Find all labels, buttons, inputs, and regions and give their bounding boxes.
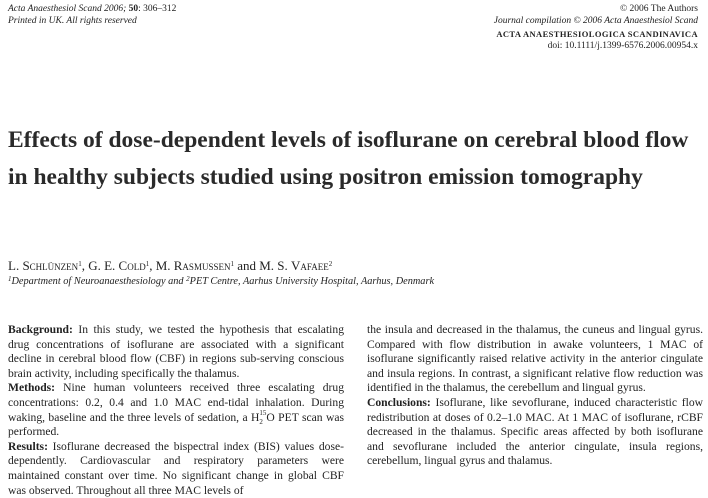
author-name xyxy=(259,258,332,273)
results-text: Isoflurane decreased the bispectral index (BIS) values dose-dependently. Cardiovascular and respiratory parameters were maintained constant over time. No significant change in global CBF was observed. Throughout all three MAC levels of xyxy=(8,439,344,497)
methods-label: Methods: xyxy=(8,381,56,395)
citation-pages: : 306–312 xyxy=(138,4,177,14)
water-isotope-notation xyxy=(259,408,267,426)
doi-line: doi: 10.1111/j.1399-6576.2006.00954.x xyxy=(547,41,698,51)
affiliation-dept-1: Department of Neuroanaesthesiology and xyxy=(11,276,187,287)
methods-text: Nine human volunteers received three escalating drug concentrations: 0.2, 0.4 and 1.0 MAC end-tidal inhalation. During waking, baseline and the three levels of sedation, a H xyxy=(8,381,344,424)
background-label: Background: xyxy=(8,323,73,336)
author-separator: , xyxy=(81,258,89,273)
isotope-subscript: 2 xyxy=(259,417,263,426)
author-initials: M. S. xyxy=(259,258,292,273)
isotope-superscript: 15 xyxy=(259,408,267,417)
abstract-background xyxy=(8,323,344,381)
running-header-left xyxy=(8,3,176,27)
article-title: Effects of dose-dependent levels of isoflurane on cerebral blood flow in healthy subjects studied using positron emission tomography xyxy=(8,127,689,190)
copyright-line: © 2006 The Authors xyxy=(619,4,698,14)
abstract-methods xyxy=(8,381,344,439)
citation-journal: Acta Anaesthesiol Scand 2006; xyxy=(8,4,127,14)
author-surname: Rasmussen xyxy=(173,258,231,273)
conclusions-text: Isoflurane, like sevoflurane, induced characteristic flow redistribution at doses of 0.2–1.0 MAC. At 1 MAC of isoflurane, rCBF decreased in the thalamus. Specific areas affected by both isoflurane and sevoflurane included the anterior cingulate, insula regions, cerebellum, lingual gyrus and thalamus. xyxy=(367,395,703,468)
journal-name: ACTA ANAESTHESIOLOGICA SCANDINAVICA xyxy=(496,29,698,39)
conclusions-label: Conclusions: xyxy=(367,395,431,409)
author-initials: M. xyxy=(155,258,174,273)
author-name xyxy=(88,258,156,273)
abstract-conclusions xyxy=(367,396,703,469)
printed-notice: Printed in UK. All rights reserved xyxy=(8,16,137,26)
citation-line xyxy=(8,3,176,15)
author-surname: Cold xyxy=(118,258,146,273)
author-affiliation-marker: 1 xyxy=(145,260,150,268)
abstract-left-column xyxy=(8,323,344,498)
compilation-line: Journal compilation © 2006 Acta Anaesthesiol Scand xyxy=(493,16,698,26)
author-surname: Vafaee xyxy=(291,258,329,273)
author-separator: , xyxy=(149,258,156,273)
affiliation-marker-1: 1 xyxy=(8,275,12,283)
affiliation xyxy=(8,275,434,288)
author-initials: G. E. xyxy=(88,258,119,273)
abstract-results xyxy=(8,440,344,498)
author-initials: L. xyxy=(8,258,23,273)
abstract-right-column xyxy=(367,323,703,469)
author-surname: Schlünzen xyxy=(22,258,79,273)
author-affiliation-marker: 1 xyxy=(230,260,234,268)
affiliation-marker-2: 2 xyxy=(186,275,190,283)
author-affiliation-marker: 1 xyxy=(78,260,82,268)
author-affiliation-marker: 2 xyxy=(328,260,333,268)
author-name xyxy=(156,258,260,273)
author-name xyxy=(8,258,88,273)
background-text: In this study, we tested the hypothesis that escalating drug concentrations of isoflurane are associated with a significant decline in cerebral blood flow (CBF) in regions sub-serving conscious brain activity, including specifically the thalamus. xyxy=(8,323,344,380)
affiliation-dept-2: PET Centre, Aarhus University Hospital, Aarhus, Denmark xyxy=(189,276,435,287)
results-continued: the insula and decreased in the thalamus, the cuneus and lingual gyrus. Compared with flow distribution in awake volunteers, 1 MAC of isoflurane significantly raised relative activity in the anterior cingulate and insula regions. In contrast, a significant relative flow reduction was identified in the thalamus, the cerebellum and lingual gyrus. xyxy=(367,323,703,395)
results-label: Results: xyxy=(8,439,48,453)
citation-volume: 50 xyxy=(128,4,139,14)
author-separator: and xyxy=(233,258,260,273)
methods-text-end: O PET scan was performed. xyxy=(8,410,344,439)
running-header-right xyxy=(494,3,698,52)
author-list xyxy=(8,258,332,274)
